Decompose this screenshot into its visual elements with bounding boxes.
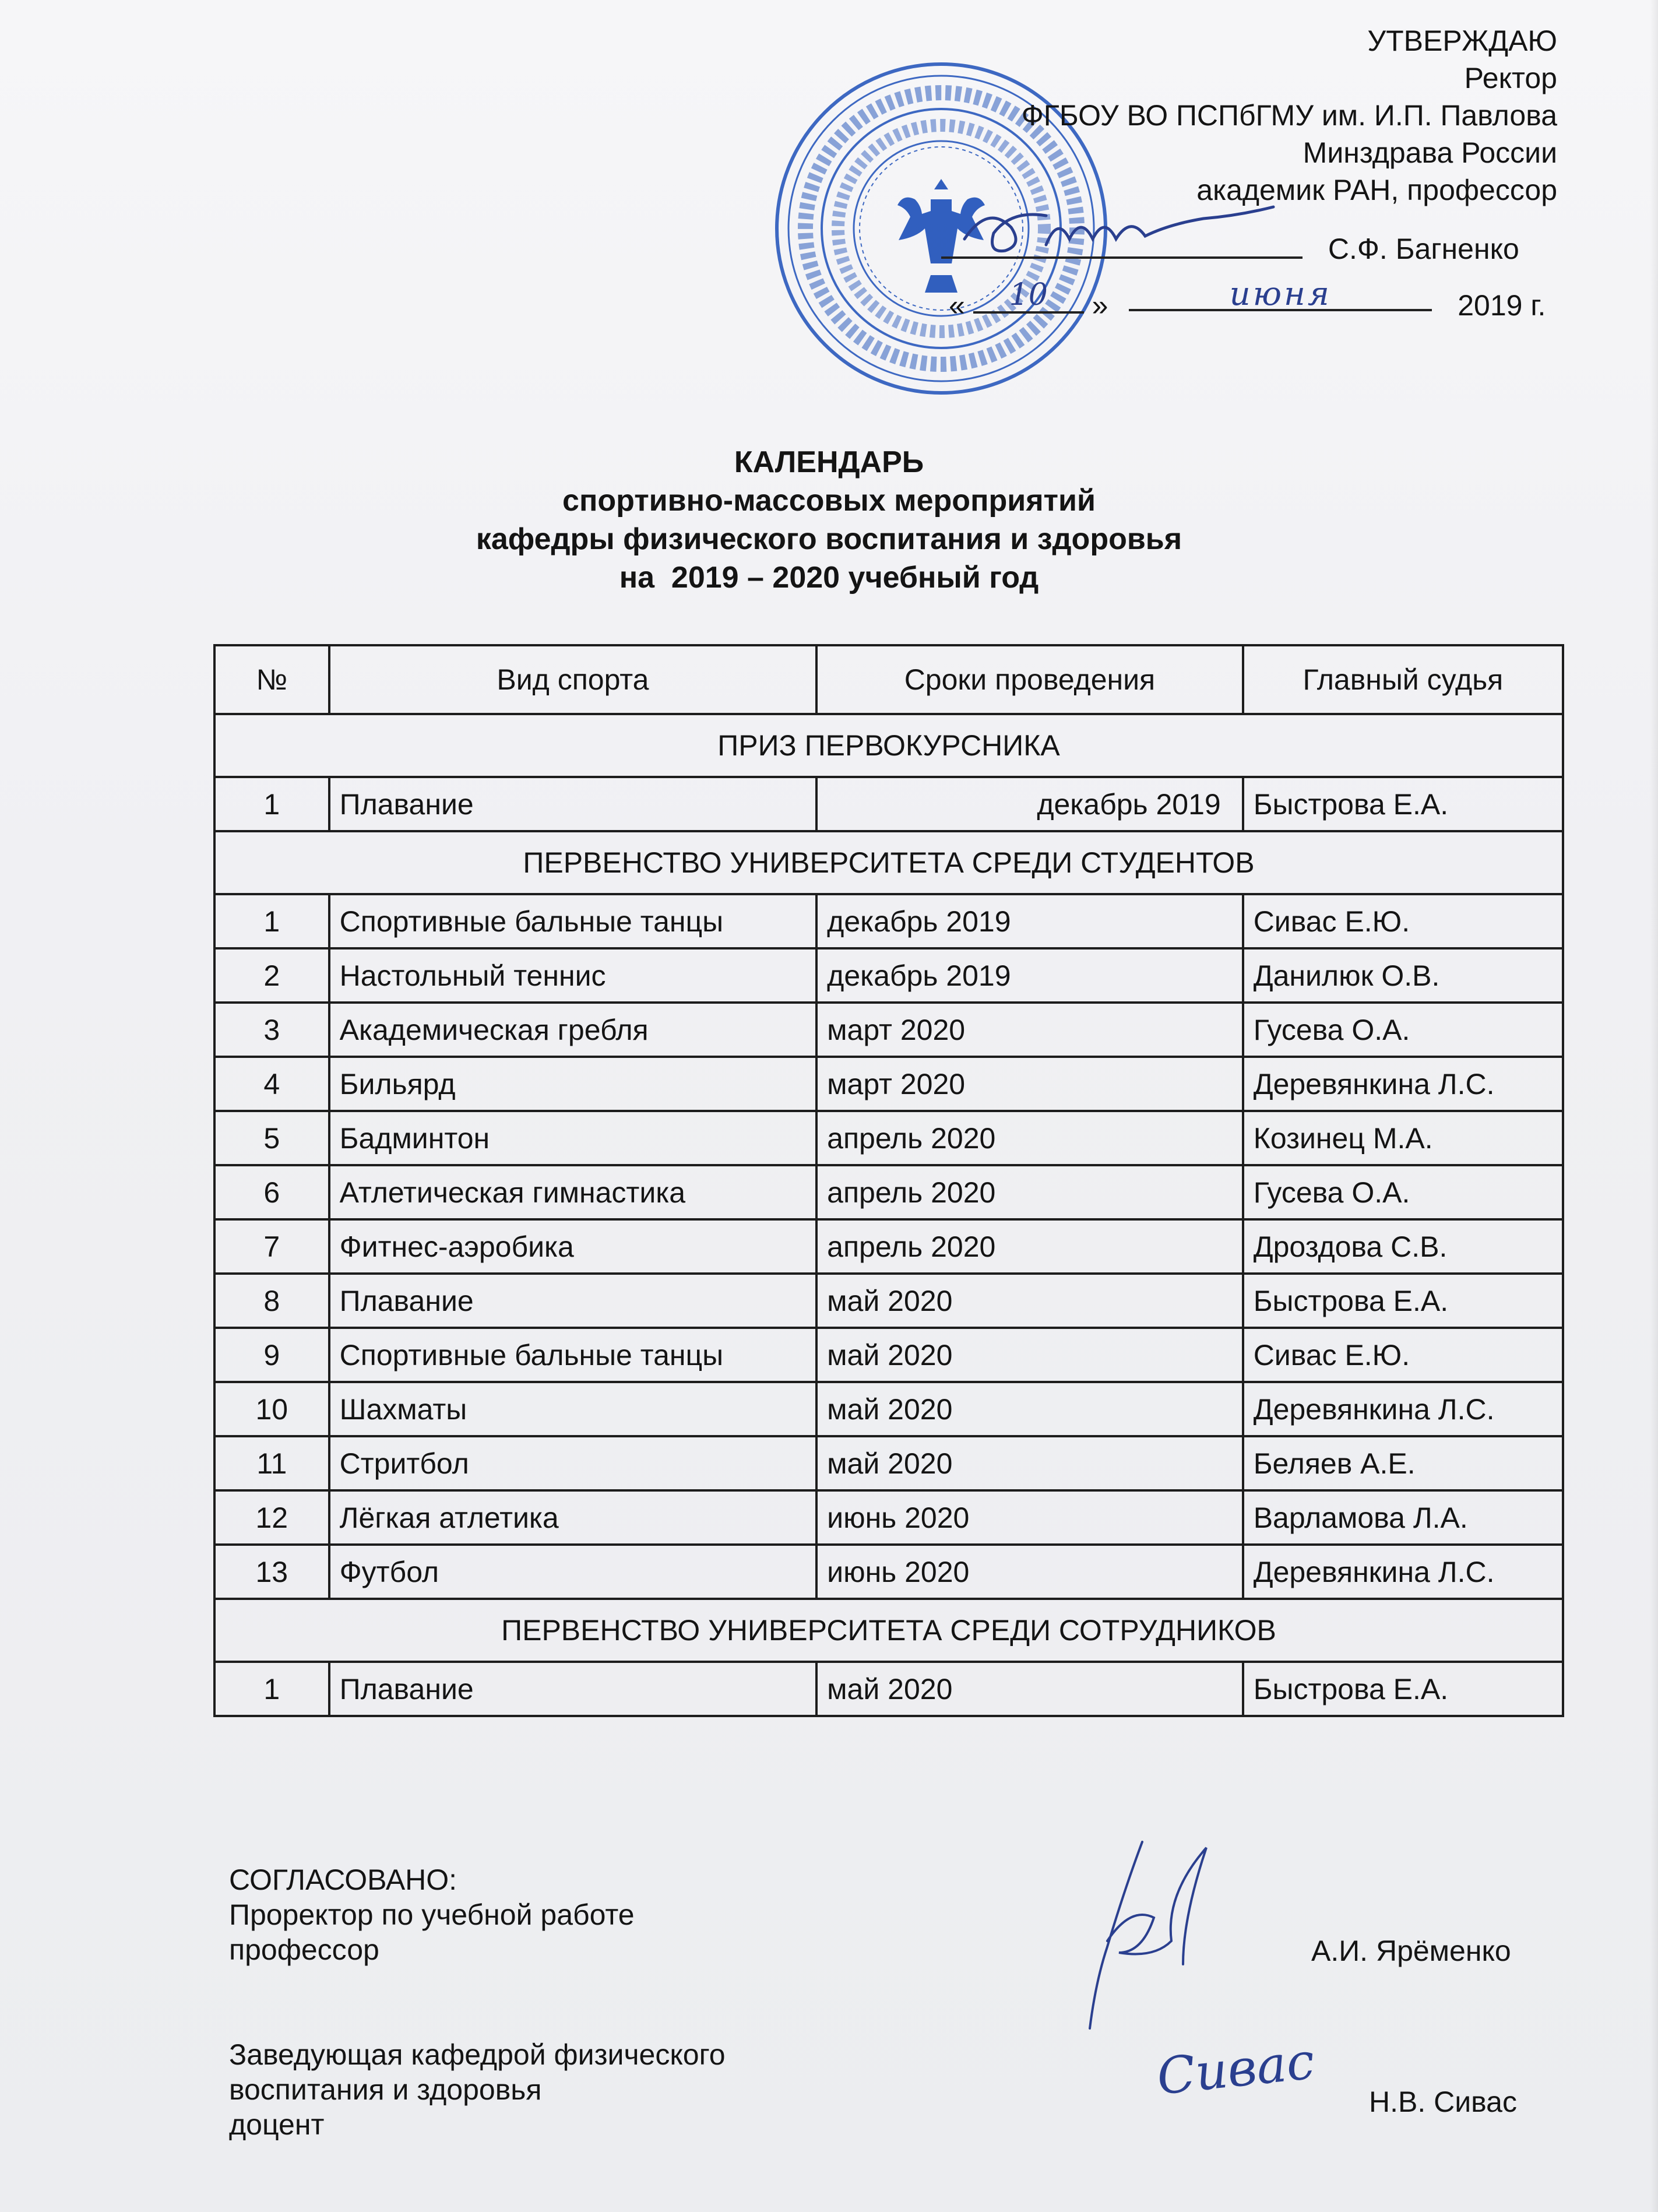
rector-signature-line: [941, 233, 1303, 259]
cell-date: май 2020: [816, 1436, 1243, 1490]
cell-judge: Варламова Л.А.: [1243, 1490, 1563, 1545]
vice-rector-name: А.И. Ярёменко: [1311, 1935, 1511, 1967]
cell-date: май 2020: [816, 1274, 1243, 1328]
table-row: [214, 1490, 1563, 1545]
approval-month: июня: [1229, 275, 1332, 313]
cell-date: май 2020: [816, 1328, 1243, 1382]
cell-date: декабрь 2019: [816, 894, 1243, 948]
section-row: [214, 714, 1563, 777]
cell-sport: Плавание: [329, 1662, 817, 1716]
section-title: ПРИЗ ПЕРВОКУРСНИКА: [214, 714, 1563, 777]
events-calendar-table: [213, 644, 1564, 1717]
date-quote-open: «: [949, 289, 965, 322]
table-row: [214, 1219, 1563, 1274]
approval-organization: ФГБОУ ВО ПСПбГМУ им. И.П. Павлова: [1021, 99, 1557, 132]
table-row: [214, 1328, 1563, 1382]
cell-number: 1: [214, 777, 329, 831]
cell-judge: Быстрова Е.А.: [1243, 1662, 1563, 1716]
cell-date: декабрь 2019: [816, 777, 1243, 831]
approval-position: Ректор: [1464, 62, 1557, 94]
cell-number: 7: [214, 1219, 329, 1274]
table-row: [214, 1545, 1563, 1599]
cell-judge: Быстрова Е.А.: [1243, 777, 1563, 831]
table-row: [214, 1436, 1563, 1490]
cell-number: 3: [214, 1003, 329, 1057]
cell-judge: Деревянкина Л.С.: [1243, 1382, 1563, 1436]
section-title: ПЕРВЕНСТВО УНИВЕРСИТЕТА СРЕДИ СОТРУДНИКОВ: [214, 1599, 1563, 1662]
vice-rector-rank: профессор: [229, 1933, 379, 1966]
cell-number: 2: [214, 948, 329, 1003]
head-of-department-position-1: Заведующая кафедрой физического: [229, 2038, 726, 2071]
cell-sport: Плавание: [329, 1274, 817, 1328]
cell-judge: Быстрова Е.А.: [1243, 1274, 1563, 1328]
approval-rank: академик РАН, профессор: [1196, 174, 1557, 206]
cell-sport: Спортивные бальные танцы: [329, 1328, 817, 1382]
cell-judge: Сивас Е.Ю.: [1243, 1328, 1563, 1382]
cell-judge: Гусева О.А.: [1243, 1165, 1563, 1219]
cell-number: 1: [214, 894, 329, 948]
cell-judge: Дроздова С.В.: [1243, 1219, 1563, 1274]
cell-number: 8: [214, 1274, 329, 1328]
cell-number: 1: [214, 1662, 329, 1716]
head-of-department-rank: доцент: [229, 2108, 325, 2141]
cell-judge: Деревянкина Л.С.: [1243, 1545, 1563, 1599]
header-judge: Главный судья: [1243, 645, 1563, 714]
cell-date: декабрь 2019: [816, 948, 1243, 1003]
scan-edge-shadow: [1650, 0, 1658, 2212]
table-row: [214, 1003, 1563, 1057]
cell-sport: Атлетическая гимнастика: [329, 1165, 817, 1219]
cell-sport: Футбол: [329, 1545, 817, 1599]
section-title: ПЕРВЕНСТВО УНИВЕРСИТЕТА СРЕДИ СТУДЕНТОВ: [214, 831, 1563, 894]
title-line-1: КАЛЕНДАРЬ: [734, 445, 924, 479]
section-row: [214, 1599, 1563, 1662]
cell-judge: Беляев А.Е.: [1243, 1436, 1563, 1490]
rector-signature-row: [941, 232, 1519, 266]
cell-sport: Стритбол: [329, 1436, 817, 1490]
cell-date: май 2020: [816, 1382, 1243, 1436]
agreed-heading: СОГЛАСОВАНО:: [229, 1863, 457, 1896]
header-dates: Сроки проведения: [816, 645, 1243, 714]
cell-sport: Академическая гребля: [329, 1003, 817, 1057]
head-of-department-handwritten-signature: Сивас: [1154, 2032, 1318, 2107]
cell-number: 10: [214, 1382, 329, 1436]
table-row: [214, 1662, 1563, 1716]
cell-date: май 2020: [816, 1662, 1243, 1716]
cell-judge: Гусева О.А.: [1243, 1003, 1563, 1057]
cell-judge: Деревянкина Л.С.: [1243, 1057, 1563, 1111]
table-row: [214, 1382, 1563, 1436]
cell-date: июнь 2020: [816, 1490, 1243, 1545]
approval-month-field: [1129, 275, 1432, 313]
cell-judge: Сивас Е.Ю.: [1243, 894, 1563, 948]
title-line-3: кафедры физического воспитания и здоровья: [476, 522, 1182, 556]
cell-number: 11: [214, 1436, 329, 1490]
cell-number: 9: [214, 1328, 329, 1382]
cell-sport: Шахматы: [329, 1382, 817, 1436]
document-title: [0, 443, 1658, 597]
header-number: №: [214, 645, 329, 714]
table-row: [214, 1274, 1563, 1328]
cell-date: апрель 2020: [816, 1219, 1243, 1274]
table-row: [214, 948, 1563, 1003]
title-line-4: на 2019 – 2020 учебный год: [619, 561, 1039, 595]
cell-date: март 2020: [816, 1057, 1243, 1111]
approval-day: 10: [1009, 277, 1048, 312]
cell-date: июнь 2020: [816, 1545, 1243, 1599]
head-of-department-name: Н.В. Сивас: [1369, 2086, 1517, 2118]
table-row: [214, 894, 1563, 948]
cell-sport: Бадминтон: [329, 1111, 817, 1165]
cell-sport: Бильярд: [329, 1057, 817, 1111]
cell-date: март 2020: [816, 1003, 1243, 1057]
title-line-2: спортивно-массовых мероприятий: [562, 484, 1096, 518]
rector-name: С.Ф. Багненко: [1328, 233, 1519, 265]
cell-sport: Фитнес-аэробика: [329, 1219, 817, 1274]
cell-judge: Козинец М.А.: [1243, 1111, 1563, 1165]
table-row: [214, 1165, 1563, 1219]
cell-sport: Лёгкая атлетика: [329, 1490, 817, 1545]
cell-date: апрель 2020: [816, 1111, 1243, 1165]
table-row: [214, 1111, 1563, 1165]
cell-sport: Настольный теннис: [329, 948, 817, 1003]
approval-day-field: [973, 277, 1084, 314]
vice-rector-position: Проректор по учебной работе: [229, 1898, 635, 1931]
cell-judge: Данилюк О.В.: [1243, 948, 1563, 1003]
approval-ministry: Минздрава России: [1303, 136, 1557, 169]
cell-number: 5: [214, 1111, 329, 1165]
section-row: [214, 831, 1563, 894]
cell-number: 4: [214, 1057, 329, 1111]
cell-number: 6: [214, 1165, 329, 1219]
agreed-block: [229, 1862, 726, 2142]
approval-date-row: [949, 275, 1546, 322]
table-header-row: [214, 645, 1563, 714]
cell-date: апрель 2020: [816, 1165, 1243, 1219]
cell-number: 13: [214, 1545, 329, 1599]
header-sport: Вид спорта: [329, 645, 817, 714]
approval-year: 2019 г.: [1458, 289, 1546, 322]
cell-number: 12: [214, 1490, 329, 1545]
approval-heading: УТВЕРЖДАЮ: [1367, 24, 1557, 57]
rector-handwritten-signature: [959, 198, 1285, 262]
table-row: [214, 1057, 1563, 1111]
table-row: [214, 777, 1563, 831]
vice-rector-handwritten-signature: [1072, 1830, 1247, 2040]
cell-sport: Спортивные бальные танцы: [329, 894, 817, 948]
head-of-department-position-2: воспитания и здоровья: [229, 2073, 542, 2106]
approval-block: [974, 22, 1557, 209]
date-quote-close: »: [1092, 289, 1108, 322]
cell-sport: Плавание: [329, 777, 817, 831]
